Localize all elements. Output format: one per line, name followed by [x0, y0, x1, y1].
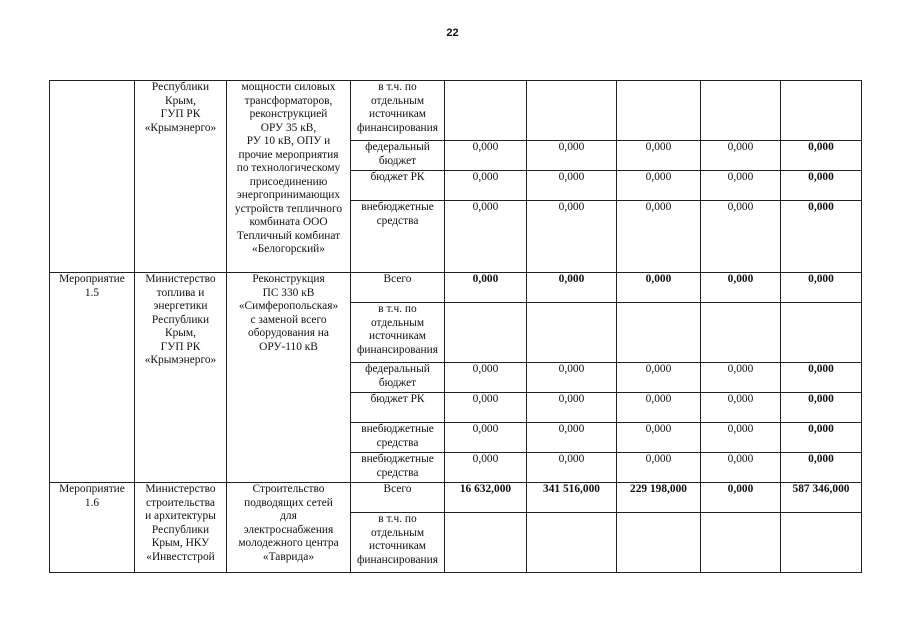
value-cell: 0,000: [701, 423, 781, 453]
value-cell: 0,000: [617, 141, 701, 171]
value-cell: [701, 81, 781, 141]
value-cell: 0,000: [701, 171, 781, 201]
total-cell: 0,000: [781, 273, 862, 303]
value-cell: [617, 513, 701, 573]
value-cell: 0,000: [617, 201, 701, 273]
value-cell: 0,000: [701, 363, 781, 393]
value-cell: 0,000: [445, 423, 527, 453]
event-cell: [50, 81, 135, 273]
value-cell: 0,000: [617, 273, 701, 303]
value-cell: 0,000: [527, 363, 617, 393]
value-cell: 0,000: [701, 393, 781, 423]
value-cell: 0,000: [445, 171, 527, 201]
source-cell: в т.ч. по отдельным источникам финансирования: [351, 303, 445, 363]
total-cell: 0,000: [781, 141, 862, 171]
activity-name-cell: Реконструкция ПС 330 кВ «Симферопольская» с заменой всего оборудования на ОРУ-110 кВ: [227, 273, 351, 483]
value-cell: 0,000: [701, 483, 781, 513]
value-cell: 0,000: [527, 171, 617, 201]
value-cell: 0,000: [445, 141, 527, 171]
source-cell: внебюджетные средства: [351, 201, 445, 273]
source-cell: в т.ч. по отдельным источникам финансирования: [351, 81, 445, 141]
value-cell: [527, 81, 617, 141]
event-cell: Мероприятие 1.5: [50, 273, 135, 483]
source-cell: Всего: [351, 483, 445, 513]
value-cell: 0,000: [617, 423, 701, 453]
value-cell: 0,000: [701, 453, 781, 483]
executor-cell: Республики Крым, ГУП РК «Крымэнерго»: [135, 81, 227, 273]
event-cell: Мероприятие 1.6: [50, 483, 135, 573]
value-cell: 0,000: [617, 393, 701, 423]
value-cell: 0,000: [445, 453, 527, 483]
total-cell: 0,000: [781, 453, 862, 483]
executor-cell: Министерство топлива и энергетики Республики Крым, ГУП РК «Крымэнерго»: [135, 273, 227, 483]
value-cell: 229 198,000: [617, 483, 701, 513]
table-row: [50, 273, 862, 303]
value-cell: 0,000: [701, 273, 781, 303]
total-cell: 0,000: [781, 171, 862, 201]
source-cell: бюджет РК: [351, 393, 445, 423]
total-cell: 587 346,000: [781, 483, 862, 513]
source-cell: бюджет РК: [351, 171, 445, 201]
value-cell: 0,000: [527, 393, 617, 423]
total-cell: 0,000: [781, 393, 862, 423]
executor-cell: Министерство строительства и архитектуры Республики Крым, НКУ «Инвестстрой: [135, 483, 227, 573]
total-cell: 0,000: [781, 423, 862, 453]
value-cell: 0,000: [701, 201, 781, 273]
value-cell: 0,000: [445, 393, 527, 423]
value-cell: [527, 513, 617, 573]
value-cell: 0,000: [527, 453, 617, 483]
table-row: [50, 81, 862, 141]
value-cell: [445, 303, 527, 363]
source-cell: внебюджетные средства: [351, 453, 445, 483]
value-cell: 0,000: [527, 273, 617, 303]
value-cell: [617, 303, 701, 363]
source-cell: федеральный бюджет: [351, 141, 445, 171]
value-cell: [527, 303, 617, 363]
value-cell: 0,000: [527, 141, 617, 171]
source-cell: внебюджетные средства: [351, 423, 445, 453]
activity-name-cell: Строительство подводящих сетей для электроснабжения молодежного центра «Таврида»: [227, 483, 351, 573]
activity-name-cell: мощности силовых трансформаторов, реконструкцией ОРУ 35 кВ, РУ 10 кВ, ОПУ и прочие мероприятия по технологическому присоединению энергопринимающих устройств тепличного комбината ООО Тепличный комбинат «Белогорский»: [227, 81, 351, 273]
financing-table: [49, 80, 862, 573]
value-cell: 0,000: [445, 363, 527, 393]
page-number: 22: [446, 27, 459, 39]
value-cell: 0,000: [445, 273, 527, 303]
value-cell: [701, 513, 781, 573]
source-cell: Всего: [351, 273, 445, 303]
value-cell: 0,000: [527, 201, 617, 273]
value-cell: 341 516,000: [527, 483, 617, 513]
value-cell: 16 632,000: [445, 483, 527, 513]
table-row: [50, 483, 862, 513]
value-cell: 0,000: [445, 201, 527, 273]
total-cell: [781, 81, 862, 141]
value-cell: [445, 81, 527, 141]
value-cell: 0,000: [527, 423, 617, 453]
value-cell: 0,000: [617, 363, 701, 393]
value-cell: [701, 303, 781, 363]
value-cell: 0,000: [617, 453, 701, 483]
value-cell: 0,000: [617, 171, 701, 201]
source-cell: федеральный бюджет: [351, 363, 445, 393]
source-cell: в т.ч. по отдельным источникам финансирования: [351, 513, 445, 573]
total-cell: [781, 513, 862, 573]
total-cell: 0,000: [781, 201, 862, 273]
value-cell: [445, 513, 527, 573]
total-cell: 0,000: [781, 363, 862, 393]
value-cell: 0,000: [701, 141, 781, 171]
value-cell: [617, 81, 701, 141]
total-cell: [781, 303, 862, 363]
